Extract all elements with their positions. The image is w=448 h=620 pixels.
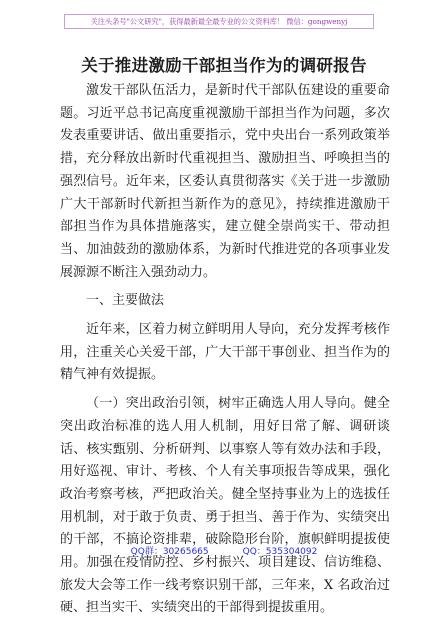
intro-paragraph: 激发干部队伍活力，是新时代干部队伍建设的重要命题。习近平总书记高度重视激励干部担当作为问题，多次发表重要讲话、做出重要指示，党中央出台一系列政策举措，充分释放出新时代重视担当、激励担当、呼唤担当的强烈信号。近年来，区委认真贯彻落实《关于进一步激励广大干部新时代新担当新作为的意见》，持续推进激励干部担当作为具体措施落实，建立健全崇尚实干、带动担当、加油鼓劲的激励体系，为新时代推进党的各项事业发展源源不断注入强劲动力。 <box>60 83 390 280</box>
section-heading: 一、主要做法 <box>86 293 165 309</box>
document-body <box>60 80 390 620</box>
promo-banner: 关注头条号"公文研究"，获得最新最全最专业的公文资料库！ 微信：gongwenyj <box>64 14 374 29</box>
footer-contact <box>0 544 448 557</box>
qq-text: QQ：535304092 <box>242 547 318 557</box>
body-paragraph: （一）突出政治引领，树牢正确选人用人导向。健全突出政治标准的选人用人机制，用好日常了解、调研谈话、核实甄别、分析研判、以事察人等有效办法和手段，用好巡视、审计、考核、个人有关事项报告等成果，强化政治考察考核，严把政治关。健全坚持事业为上的选拔任用机制，对于敢于负责、勇于担当、善于作为、实绩突出的干部，不搞论资排辈，破除隐形台阶，旗帜鲜明提拔使用。加强在疫情防控、乡村振兴、项目建设、信访维稳、旅发大会等工作一线考察识别干部，三年来，X 名政治过硬、担当实干、实绩突出的干部得到提拔重用。 <box>60 396 390 616</box>
page-title: 关于推进激励干部担当作为的调研报告 <box>81 56 367 75</box>
qq-group-text: QQ群：30265665 <box>130 547 209 557</box>
body-paragraph: 近年来，区着力树立鲜明用人导向，充分发挥考核作用，注重关心关爱干部，广大干部干事创业、担当作为的精气神有效提振。 <box>60 322 390 383</box>
